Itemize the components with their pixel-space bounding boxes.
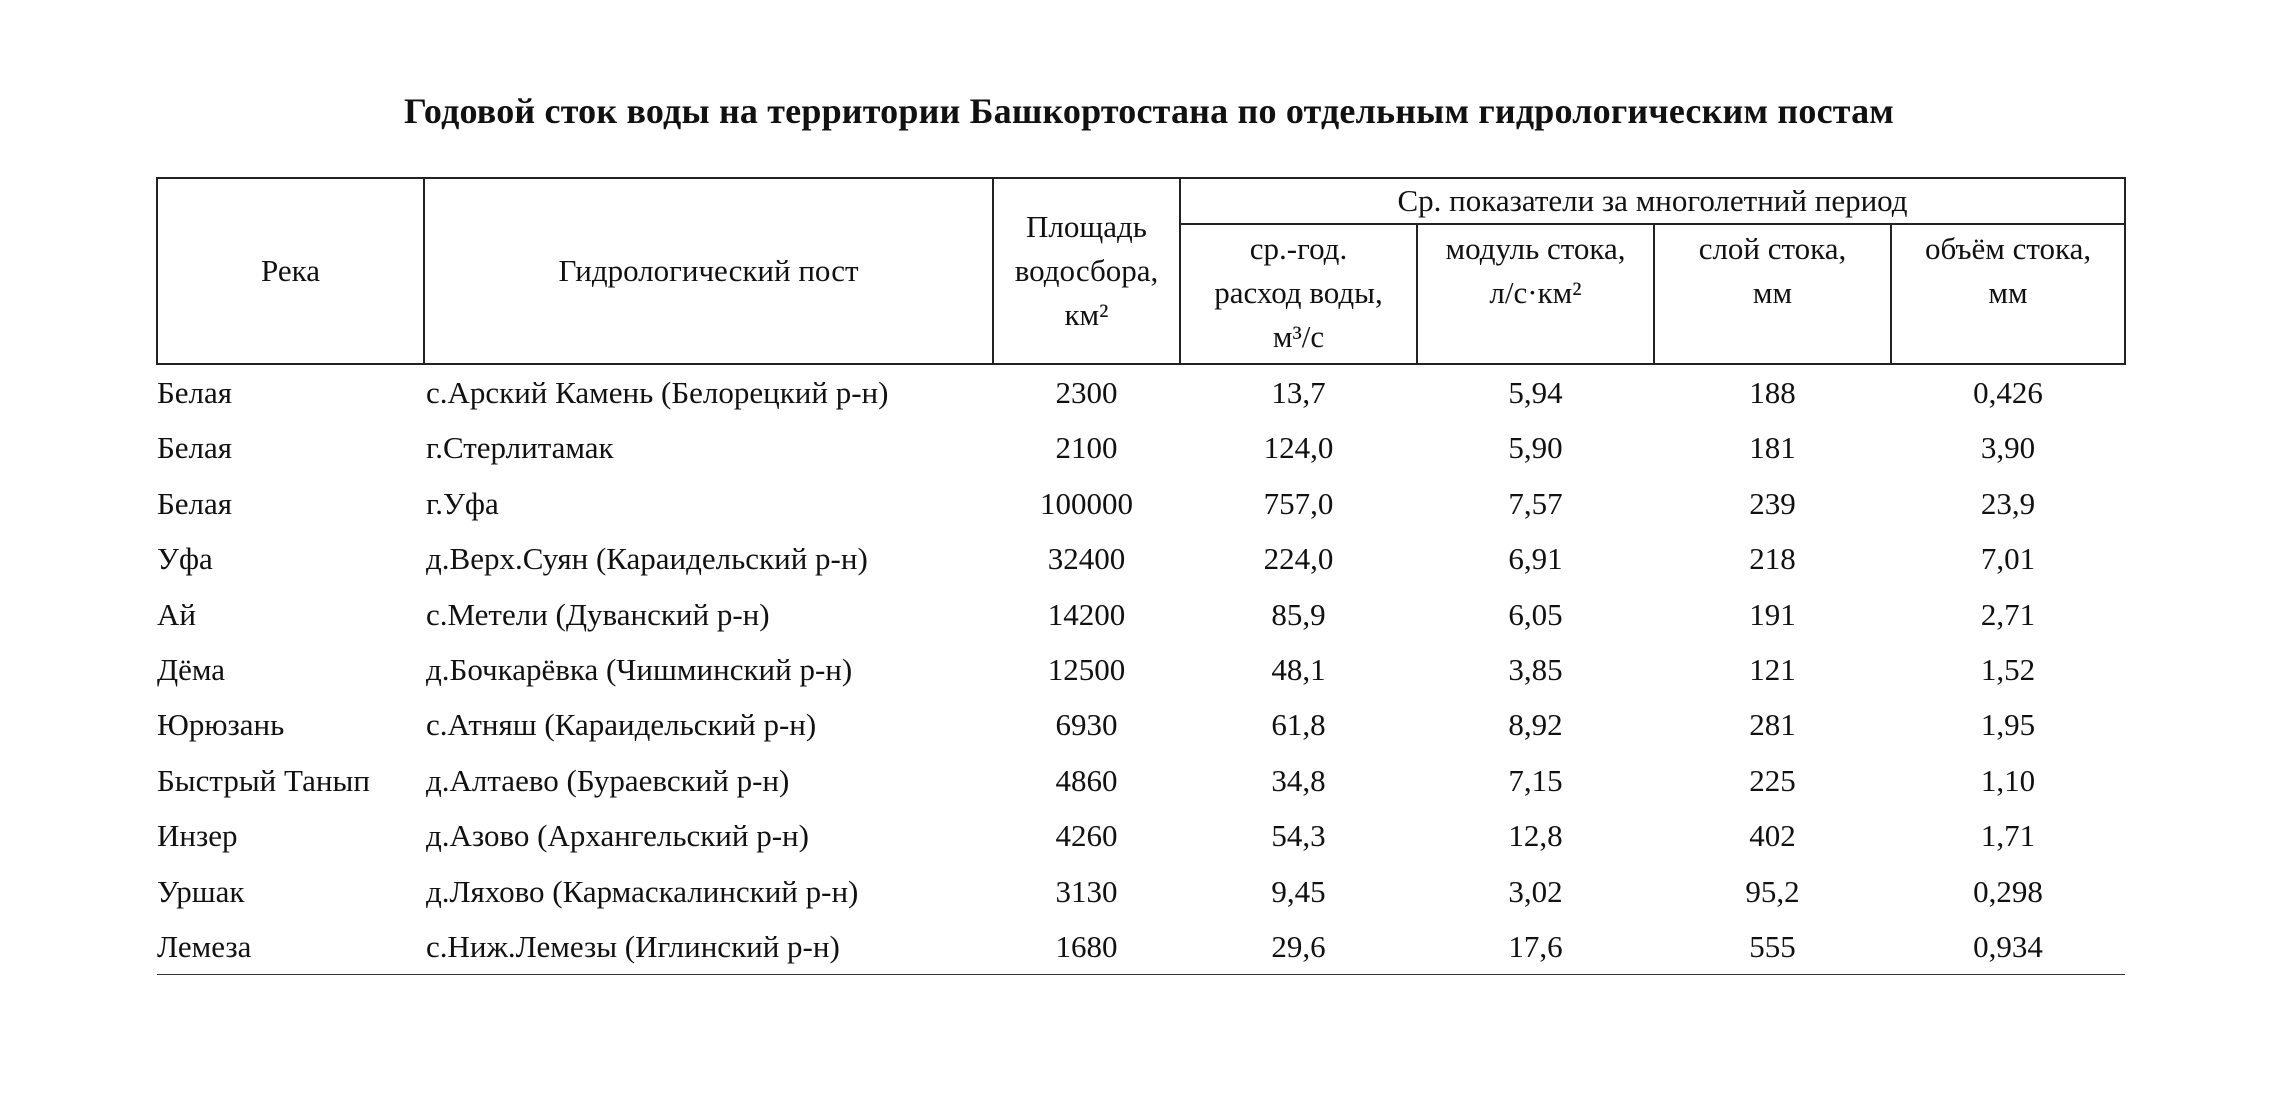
document-title [0,90,2283,132]
cell-layer: 239 [1749,485,1796,521]
cell-area: 6930 [1055,707,1118,743]
cell-river: Уршак [157,873,245,909]
cell-post: д.Верх.Суян (Караидельский р-н) [426,541,868,577]
cell-flow: 34,8 [1271,762,1326,798]
cell-layer: 188 [1749,375,1796,410]
cell-modulus: 3,02 [1508,873,1563,909]
cell-river: Юрюзань [157,707,285,743]
header-flow [1180,224,1417,364]
cell-area: 32400 [1047,541,1126,577]
cell-area: 14200 [1047,596,1126,632]
cell-flow: 13,7 [1271,375,1326,410]
table-row [157,808,2125,863]
cell-volume: 0,426 [1973,375,2043,410]
cell-volume: 1,10 [1980,762,2036,798]
cell-volume: 0,934 [1891,919,2125,975]
header-area-line3: км² [1064,297,1109,332]
cell-volume: 3,90 [1980,430,2036,466]
cell-post: д.Ляхово (Кармаскалинский р-н) [426,873,859,909]
cell-layer: 191 [1749,596,1796,632]
cell-volume: 7,01 [1980,541,2036,577]
table-row [157,919,2125,975]
table-body [157,364,2125,975]
cell-flow: 124,0 [1263,430,1334,466]
header-layer [1654,224,1891,364]
header-post: Гидрологический пост [424,178,993,364]
header-flow-line3: м³/с [1272,319,1325,354]
cell-modulus: 12,8 [1508,818,1563,854]
cell-volume: 1,52 [1980,652,2036,688]
header-area-line1: Площадь [1026,209,1147,244]
table-row [157,864,2125,919]
cell-modulus: 5,94 [1508,375,1563,410]
cell-layer: 181 [1749,430,1796,466]
cell-layer: 225 [1749,762,1796,798]
table-row [157,531,2125,586]
cell-modulus: 5,90 [1508,430,1563,466]
cell-layer: 402 [1749,818,1796,854]
header-volume [1891,224,2125,364]
cell-layer: 555 [1654,919,1891,975]
header-volume-line2: мм [1988,275,2028,310]
header-area [993,178,1180,364]
cell-volume: 23,9 [1980,485,2036,521]
header-layer-line1: слой стока, [1698,231,1847,266]
header-layer-line2: мм [1752,275,1793,310]
title-text: Годовой сток воды на территории Башкортостана по отдельным гидрологическим постам [403,91,1894,131]
table-row [157,587,2125,642]
cell-river: Белая [157,430,233,466]
header-area-line2: водосбора, [1014,253,1159,288]
cell-post: г.Стерлитамак [426,430,614,466]
cell-modulus: 3,85 [1508,652,1563,688]
cell-river: Быстрый Танып [157,762,370,798]
cell-river: Ай [157,596,196,632]
cell-river: Уфа [157,541,213,577]
cell-modulus: 17,6 [1417,919,1654,975]
cell-modulus: 6,05 [1508,596,1563,632]
header-flow-line2: расход воды, [1214,275,1383,310]
cell-flow: 85,9 [1271,596,1326,632]
cell-volume: 1,71 [1980,818,2036,854]
cell-post: с.Атняш (Караидельский р-н) [426,707,817,743]
table-row [157,364,2125,420]
cell-area: 4860 [1055,762,1118,798]
cell-modulus: 7,57 [1508,485,1563,521]
cell-layer: 218 [1749,541,1796,577]
header-modulus [1417,224,1654,364]
header-river: Река [157,178,424,364]
cell-volume: 2,71 [1980,596,2036,632]
header-volume-line1: объём стока, [1924,231,2092,266]
table-row [157,753,2125,808]
cell-area: 2300 [1055,375,1118,410]
cell-post: д.Алтаево (Бураевский р-н) [426,762,790,798]
cell-flow: 224,0 [1263,541,1334,577]
cell-volume: 0,298 [1973,873,2043,909]
runoff-table [156,177,2126,975]
cell-river: Дёма [157,652,226,688]
cell-post: д.Бочкарёвка (Чишминский р-н) [426,652,853,688]
cell-area: 3130 [1055,873,1118,909]
table-header [157,178,2125,364]
cell-flow: 54,3 [1271,818,1326,854]
cell-post: д.Азово (Архангельский р-н) [426,818,809,854]
cell-post: с.Ниж.Лемезы (Иглинский р-н) [424,919,993,975]
cell-flow: 29,6 [1180,919,1417,975]
table-row [157,476,2125,531]
cell-river: Белая [157,485,233,521]
cell-flow: 757,0 [1263,485,1334,521]
cell-river: Инзер [157,818,238,854]
cell-area: 12500 [1047,652,1126,688]
cell-river: Лемеза [157,919,424,975]
cell-post: с.Метели (Дуванский р-н) [426,596,770,632]
cell-river: Белая [157,375,233,410]
cell-post: с.Арский Камень (Белорецкий р-н) [426,375,889,410]
table-row [157,420,2125,475]
cell-area: 2100 [1055,430,1118,466]
cell-post: г.Уфа [426,485,499,521]
header-flow-line1: ср.-год. [1249,231,1348,266]
table-row [157,697,2125,752]
cell-area: 4260 [1055,818,1118,854]
cell-flow: 61,8 [1271,707,1326,743]
cell-modulus: 6,91 [1508,541,1563,577]
cell-area: 100000 [1040,485,1133,521]
table-row [157,642,2125,697]
cell-flow: 9,45 [1271,873,1326,909]
header-modulus-line2: л/с·км² [1489,275,1582,310]
cell-volume: 1,95 [1980,707,2036,743]
header-modulus-line1: модуль стока, [1445,231,1626,266]
cell-layer: 281 [1749,707,1796,743]
cell-flow: 48,1 [1271,652,1326,688]
cell-modulus: 7,15 [1508,762,1563,798]
cell-modulus: 8,92 [1508,707,1563,743]
cell-layer: 121 [1749,652,1796,688]
cell-layer: 95,2 [1745,873,1800,909]
header-group-longterm: Ср. показатели за многолетний период [1180,178,2125,224]
cell-area: 1680 [993,919,1180,975]
